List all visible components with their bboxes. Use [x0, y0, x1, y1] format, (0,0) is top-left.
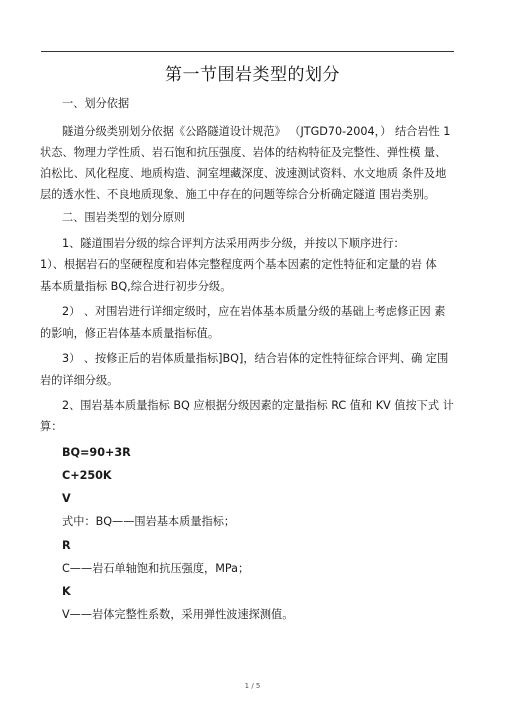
- formula-line-6: C——岩石单轴饱和抗压强度，MPa；: [62, 562, 250, 575]
- formula-line-1: BQ=90+3R: [62, 446, 131, 459]
- section-heading-basis: 一、划分依据: [62, 97, 130, 110]
- item-1-line-2: 1）、根据岩石的坚硬程度和岩体完整程度两个基本因素的定性特征和定量的岩 体: [40, 258, 437, 271]
- item-1-line-3: 基本质量指标 BQ,综合进行初步分级。: [40, 280, 232, 293]
- item-3-line-1: 3） 、按修正后的岩体质量指标]BQ]，结合岩体的定性特征综合评判、确 定围: [62, 352, 449, 365]
- paragraph-basis-line-4: 层的透水性、不良地质现象、施工中存在的问题等综合分析确定隧道 围岩类别。: [40, 188, 436, 201]
- formula-line-5: R: [62, 539, 71, 552]
- formula-line-3: V: [62, 492, 71, 505]
- page-number: 1 / 5: [244, 682, 261, 690]
- paragraph-basis-line-1: 隧道分级类别划分依据《公路隧道设计规范》 （JTGD70-2004，） 结合岩性 1: [62, 125, 451, 138]
- formula-line-2: C+250K: [62, 469, 112, 482]
- item-2-line-1: 2） 、对围岩进行详细定级时，应在岩体基本质量分级的基础上考虑修正因 素: [62, 305, 446, 318]
- formula-line-7: K: [62, 585, 71, 598]
- item-4-line-1: 2、围岩基本质量指标 BQ 应根据分级因素的定量指标 RC 值和 KV 值按下式 计: [62, 399, 454, 412]
- section-heading-principles: 二、围岩类型的划分原则: [62, 211, 186, 224]
- paragraph-basis-line-3: 泊松比、风化程度、地质构造、洞室埋藏深度、波速测试资料、水文地质 条件及地: [40, 167, 447, 180]
- paragraph-basis-line-2: 状态、物理力学性质、岩石饱和抗压强度、岩体的结构特征及完整性、弹性模 量、: [40, 146, 447, 159]
- header-rule: [41, 51, 454, 52]
- page-title: 第一节围岩类型的划分: [165, 65, 340, 85]
- item-3-line-2: 岩的详细分级。: [40, 374, 119, 387]
- item-4-line-2: 算：: [40, 420, 63, 433]
- item-2-line-2: 的影响，修正岩体基本质量指标值。: [40, 327, 220, 340]
- formula-line-4: 式中：BQ——围岩基本质量指标；: [62, 515, 236, 528]
- formula-line-8: V——岩体完整性系数，采用弹性波速探测值。: [62, 608, 294, 621]
- item-1-line-1: 1、隧道围岩分级的综合评判方法采用两步分级，并按以下顺序进行：: [62, 237, 405, 250]
